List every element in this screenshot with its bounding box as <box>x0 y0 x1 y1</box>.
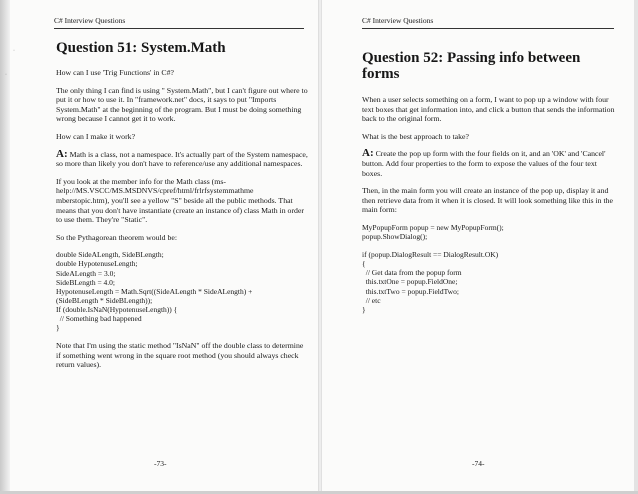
answer-text: Note that I'm using the static method "IsNaN" off the double class to determine if something went wrong in the square root method (you should always check return values). <box>56 341 304 370</box>
question-text: How can I use 'Trig Functions' in C#? <box>56 68 174 77</box>
header-rule <box>362 28 614 29</box>
answer-label: A: <box>56 147 68 160</box>
code-block: if (popup.DialogResult == DialogResult.OK) { // Get data from the popup form this.txtOne = popup.FieldOne; this.txtTwo = popup.FieldTwo; // etc } <box>362 250 499 314</box>
page-number: -73- <box>154 459 167 468</box>
left-page <box>10 0 318 494</box>
right-page <box>322 0 634 494</box>
answer-text: Math is a class, not a namespace. It's actually part of the System namespace, so more than likely you don't have to reference/use any additional namespaces. <box>56 149 308 169</box>
running-header: C# Interview Questions <box>54 16 126 25</box>
question-title: Question 52: Passing info between forms <box>362 50 581 82</box>
book-right-edge <box>634 0 638 494</box>
margin-mark: · <box>13 48 15 54</box>
answer-text: Then, in the main form you will create an instance of the pop up, display it and then retrieve data from it when it is closed. It will look something like this in the main form: <box>362 186 613 215</box>
answer-paragraph <box>362 149 618 178</box>
question-text: What is the best approach to take? <box>362 131 469 141</box>
answer-text: If you look at the member info for the Math class (ms-help://MS.VSCC/MS.MSDNVS/cpref/html/frlrfsystemmathme mberstopic.htm), you'll see a yellow "S" beside all the public methods. That means that you don't have instantiate (create an instance of) class Math in order to use them. They're "Static". <box>56 176 305 225</box>
margin-mark: · <box>5 72 7 78</box>
page-number: -74- <box>472 459 485 468</box>
code-block: MyPopupForm popup = new MyPopupForm(); popup.ShowDialog(); <box>362 222 504 242</box>
answer-text: Create the pop up form with the four fields on it, and an 'OK' and 'Cancel' button. Add four properties to the form to expose the values of the four text boxes. <box>362 149 606 178</box>
page-content <box>56 40 308 378</box>
question-text: How can I make it work? <box>56 131 136 141</box>
running-header: C# Interview Questions <box>362 16 434 25</box>
question-text: The only thing I can find is using " System.Math", but I can't figure out where to put it or how to use it. In "framework.net" docs, it says to put "Imports System.Math" at the beginning of the program. But I must be doing something wrong because I cannot get it to work. <box>56 85 308 124</box>
answer-paragraph <box>56 147 308 169</box>
code-block: double SideALength, SideBLength; double HypotenuseLength; SideALength = 3.0; SideBLength = 4.0; HypotenuseLength = Math.Sqrt((SideALength * SideALength) + (SideBLength * SideBLength)); If (double.IsNaN(HypotenuseLength)) { // Something bad happened } <box>56 250 253 333</box>
question-title: Question 51: System.Math <box>56 40 226 56</box>
answer-label: A: <box>362 147 374 160</box>
page-content <box>362 50 618 323</box>
answer-text: So the Pythagorean theorem would be: <box>56 232 178 242</box>
header-rule <box>54 28 304 29</box>
question-text: When a user selects something on a form, I want to pop up a window with four text boxes that get information into, and click a button that sends the information back to the original form. <box>362 95 615 124</box>
